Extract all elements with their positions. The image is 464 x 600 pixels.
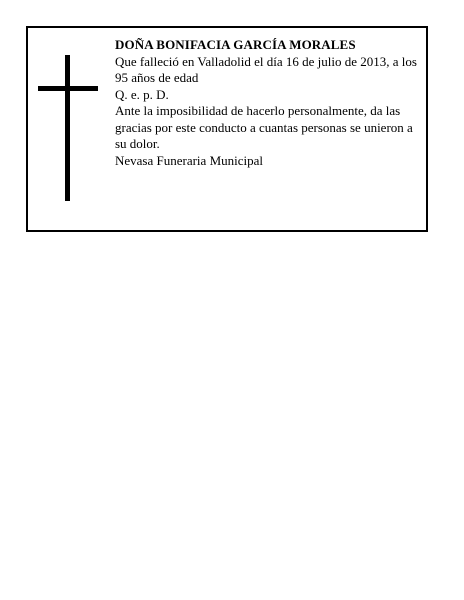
deceased-name: DOÑA BONIFACIA GARCÍA MORALES	[115, 37, 356, 52]
cross-icon	[38, 55, 98, 201]
cross-horizontal-bar	[38, 86, 98, 91]
cross-vertical-bar	[65, 55, 70, 201]
qepd-line: Q. e. p. D.	[115, 86, 169, 102]
gratitude-message: Ante la imposibilidad de hacerlo personalmente, da las gracias por este conducto a cuantas personas se unieron a su dolor.	[115, 103, 413, 151]
obituary-notice	[26, 26, 428, 232]
death-statement: Que falleció en Valladolid el día 16 de julio de 2013, a los 95 años de edad	[115, 53, 417, 85]
funeral-home: Nevasa Funeraria Municipal	[115, 152, 264, 168]
notice-text	[115, 37, 420, 169]
